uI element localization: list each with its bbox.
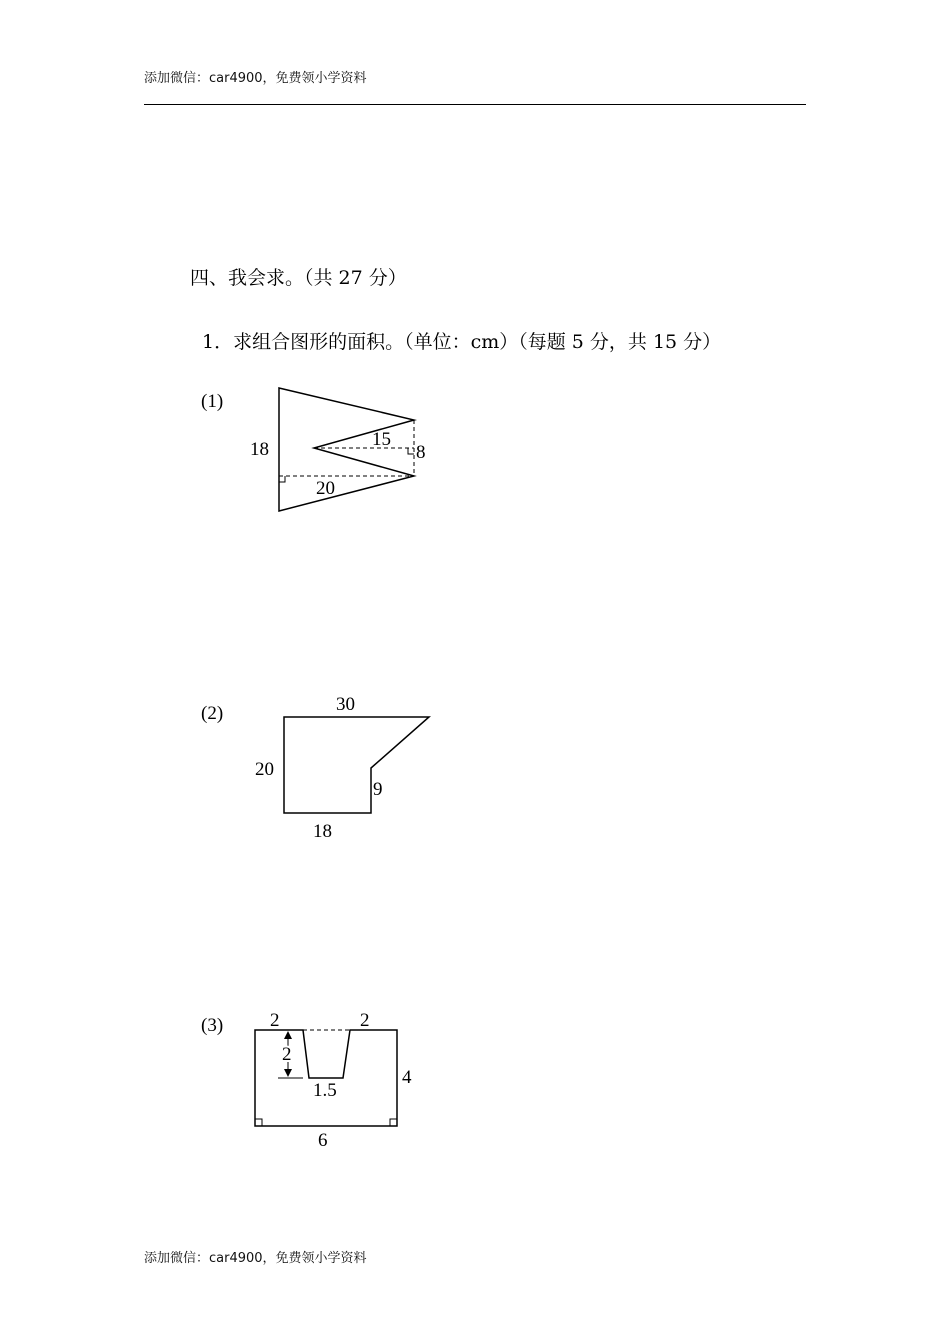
figure-1-diagram [240,380,440,520]
figure-1-dim-18: 18 [250,439,269,460]
figure-2-diagram [240,685,450,850]
figure-3-dim-top-left: 2 [270,1010,280,1031]
figure-1-right-angle-mark-2 [408,448,414,454]
figure-2-dim-20: 20 [255,759,274,780]
figure-3-dim-4: 4 [402,1067,412,1088]
figure-1-label: (1) [201,391,224,412]
figure-3-diagram [240,1000,430,1160]
header-divider [144,104,806,105]
figure-1-right-angle-mark [279,476,285,482]
figure-1-outline [279,388,414,511]
figure-2-dim-30: 30 [336,694,355,715]
figure-2-label: (2) [201,703,224,724]
figure-3-right-angle-right [390,1119,397,1126]
figure-3-dim-1-5: 1.5 [313,1080,337,1101]
figure-2-dim-9: 9 [373,779,383,800]
figure-3-arrow-up [284,1031,292,1039]
figure-2-dim-18: 18 [313,821,332,842]
figure-3-arrow-down [284,1069,292,1077]
figure-3-right-angle-left [255,1119,262,1126]
figure-1-dim-8: 8 [416,442,426,463]
figure-3-label: (3) [201,1015,224,1036]
figure-2-outline [284,717,429,813]
figure-1-dim-20: 20 [316,478,335,499]
section-title: 四、我会求。（共 27 分） [190,267,407,289]
figure-3-dim-depth: 2 [282,1044,292,1065]
figure-1-dim-15: 15 [372,429,391,450]
figure-3-dim-6: 6 [318,1130,328,1151]
figure-3-outline [255,1030,397,1126]
figure-3-dim-top-right: 2 [360,1010,370,1031]
header-watermark: 添加微信：car4900，免费领小学资料 [144,71,367,86]
footer-watermark: 添加微信：car4900，免费领小学资料 [144,1251,367,1266]
question-text: 1．求组合图形的面积。（单位：cm）（每题 5 分，共 15 分） [202,331,722,353]
